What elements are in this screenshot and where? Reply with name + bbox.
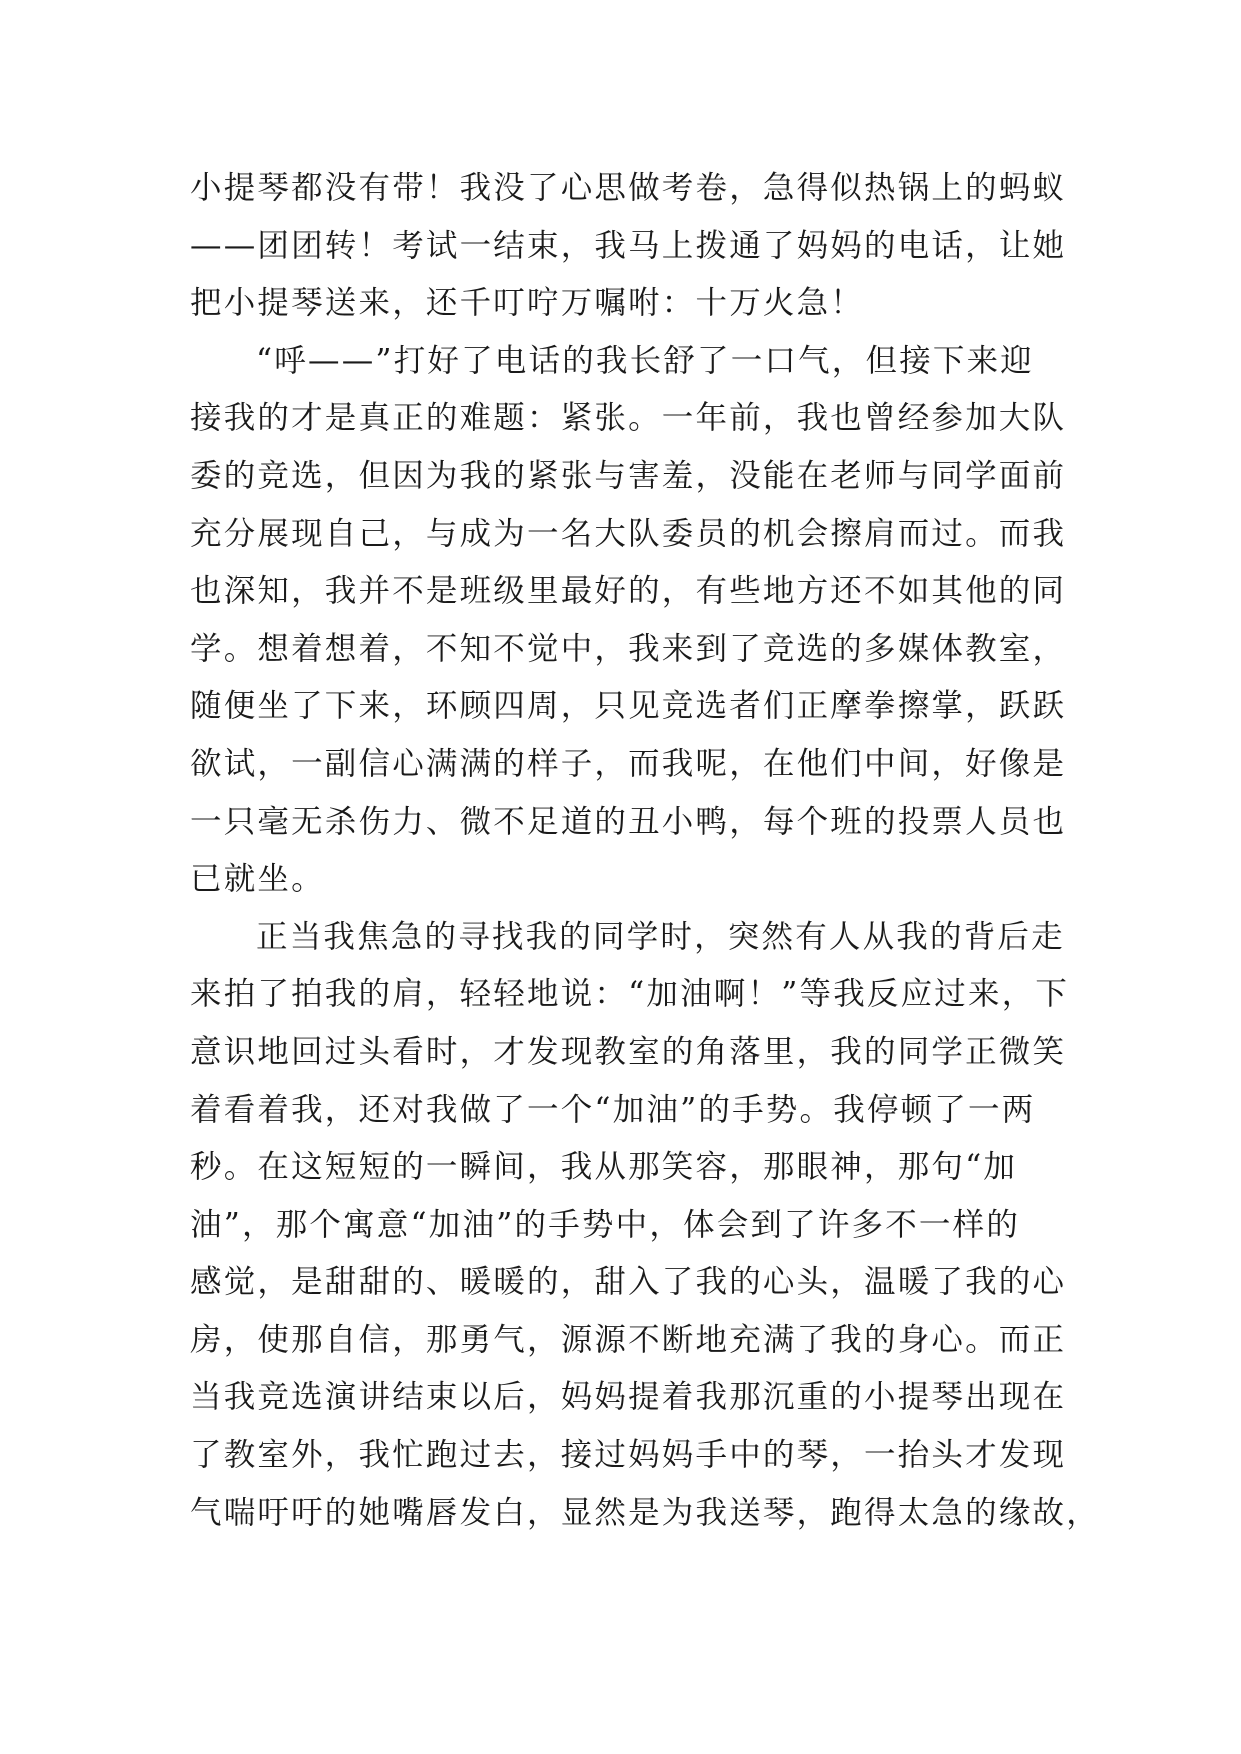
text-line: ——团团转！考试一结束，我马上拨通了妈妈的电话，让她 <box>190 227 1067 264</box>
text-line: 气喘吁吁的她嘴唇发白，显然是为我送琴，跑得太急的缘故， <box>190 1494 1100 1531</box>
text-line: 油”，那个寓意“加油”的手势中，体会到了许多不一样的 <box>190 1206 1021 1243</box>
text-line: 来拍了拍我的肩，轻轻地说：“加油啊！”等我反应过来，下 <box>190 976 1070 1013</box>
text-line: 秒。在这短短的一瞬间，我从那笑容，那眼神，那句“加 <box>190 1149 1018 1186</box>
text-line: 也深知，我并不是班级里最好的，有些地方还不如其他的同 <box>190 573 1067 610</box>
text-line: 接我的才是真正的难题：紧张。一年前，我也曾经参加大队 <box>190 400 1067 437</box>
text-line: 一只毫无杀伤力、微不足道的丑小鸭，每个班的投票人员也 <box>190 803 1067 840</box>
text-line: 充分展现自己，与成为一名大队委员的机会擦肩而过。而我 <box>190 515 1067 552</box>
text-line: 了教室外，我忙跑过去，接过妈妈手中的琴，一抬头才发现 <box>190 1437 1067 1474</box>
text-line: 学。想着想着，不知不觉中，我来到了竞选的多媒体教室， <box>190 630 1067 667</box>
text-line: 小提琴都没有带！我没了心思做考卷，急得似热锅上的蚂蚁 <box>190 170 1067 206</box>
text-line: 当我竞选演讲结束以后，妈妈提着我那沉重的小提琴出现在 <box>190 1379 1067 1416</box>
text-line: 把小提琴送来，还千叮咛万嘱咐：十万火急！ <box>190 285 865 322</box>
text-line: 着看着我，还对我做了一个“加油”的手势。我停顿了一两 <box>190 1091 1036 1128</box>
text-line: 委的竞选，但因为我的紧张与害羞，没能在老师与同学面前 <box>190 457 1067 494</box>
text-line: 感觉，是甜甜的、暖暖的，甜入了我的心头，温暖了我的心 <box>190 1264 1067 1301</box>
text-line: 欲试，一副信心满满的样子，而我呢，在他们中间，好像是 <box>190 745 1067 782</box>
paragraph-first-line: 正当我焦急的寻找我的同学时，突然有人从我的背后走 <box>256 918 1065 955</box>
text-line: 随便坐了下来，环顾四周，只见竞选者们正摩拳擦掌，跃跃 <box>190 688 1067 725</box>
text-line: 房，使那自信，那勇气，源源不断地充满了我的身心。而正 <box>190 1321 1067 1358</box>
text-line: 意识地回过头看时，才发现教室的角落里，我的同学正微笑 <box>190 1033 1067 1070</box>
body-text <box>190 160 1100 1542</box>
paragraph-first-line: “呼——”打好了电话的我长舒了一口气，但接下来迎 <box>256 342 1035 379</box>
text-line: 已就坐。 <box>190 861 325 898</box>
